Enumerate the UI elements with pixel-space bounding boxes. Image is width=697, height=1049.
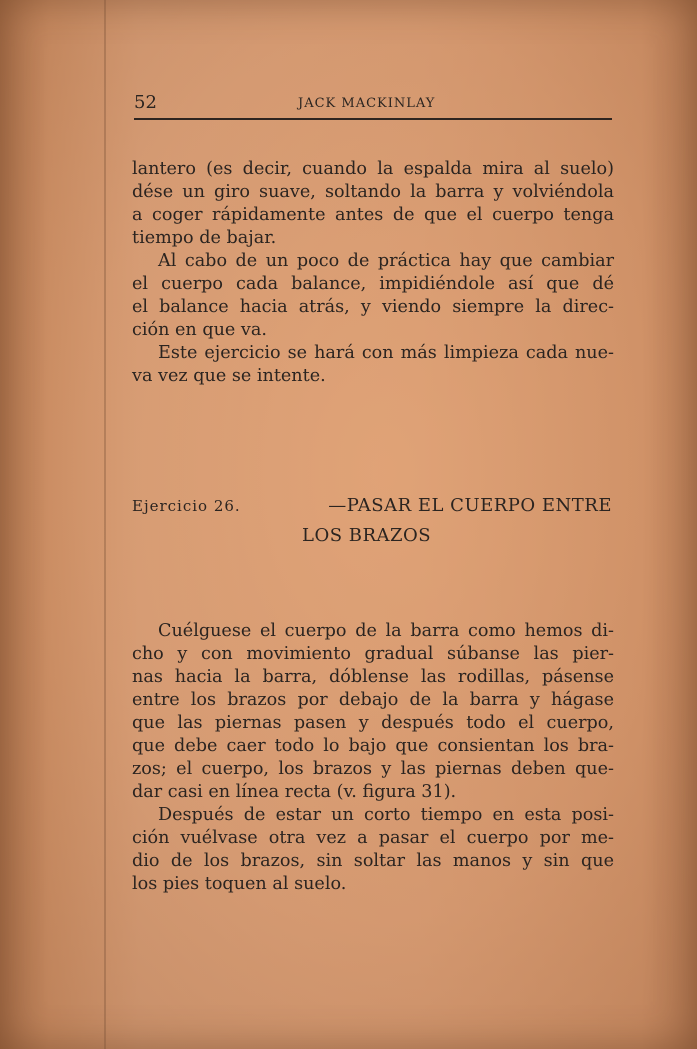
text-line: el balance hacia atrás, y viendo siempre la direc- (132, 297, 614, 317)
text-line: que debe caer todo lo bajo que consientan los bra- (132, 736, 614, 756)
text-line: los pies toquen al suelo. (132, 874, 347, 894)
section-heading-line1 (132, 495, 612, 516)
page-header (134, 92, 612, 120)
text-line: Después de estar un corto tiempo en esta posi- (158, 805, 614, 825)
text-line: va vez que se intente. (132, 366, 326, 386)
text-line: dése un giro suave, soltando la barra y volviéndola (132, 182, 614, 202)
text-line: Cuélguese el cuerpo de la barra como hemos di- (158, 621, 614, 641)
text-line: Al cabo de un poco de práctica hay que cambiar (158, 251, 614, 271)
text-line: el cuerpo cada balance, impidiéndole así que dé (132, 274, 614, 294)
text-line: entre los brazos por debajo de la barra y hágase (132, 690, 614, 710)
section-title-part2: LOS BRAZOS (302, 525, 432, 546)
section-title-part1: —PASAR EL CUERPO ENTRE (328, 495, 612, 516)
text-line: zos; el cuerpo, los brazos y las piernas deben que- (132, 759, 614, 779)
text-line: tiempo de bajar. (132, 228, 277, 248)
bottom-text-block (132, 620, 614, 896)
text-line: dio de los brazos, sin soltar las manos y sin que (132, 851, 614, 871)
text-line: cho y con movimiento gradual súbanse las pier- (132, 644, 614, 664)
text-line: lantero (es decir, cuando la espalda mira al suelo) (132, 159, 614, 179)
text-line: a coger rápidamente antes de que el cuerpo tenga (132, 205, 614, 225)
text-line: Este ejercicio se hará con más limpieza cada nue- (158, 343, 614, 363)
page-fold-line (104, 0, 106, 1049)
running-head: JACK MACKINLAY (298, 96, 436, 111)
page-number: 52 (134, 92, 157, 113)
text-line: ción vuélvase otra vez a pasar el cuerpo por me- (132, 828, 614, 848)
text-line: nas hacia la barra, dóblense las rodillas, pásense (132, 667, 614, 687)
exercise-label: Ejercicio 26. (132, 497, 241, 515)
top-text-block (132, 158, 614, 388)
text-line: ción en que va. (132, 320, 267, 340)
text-line: que las piernas pasen y después todo el cuerpo, (132, 713, 614, 733)
text-line: dar casi en línea recta (v. figura 31). (132, 782, 457, 802)
